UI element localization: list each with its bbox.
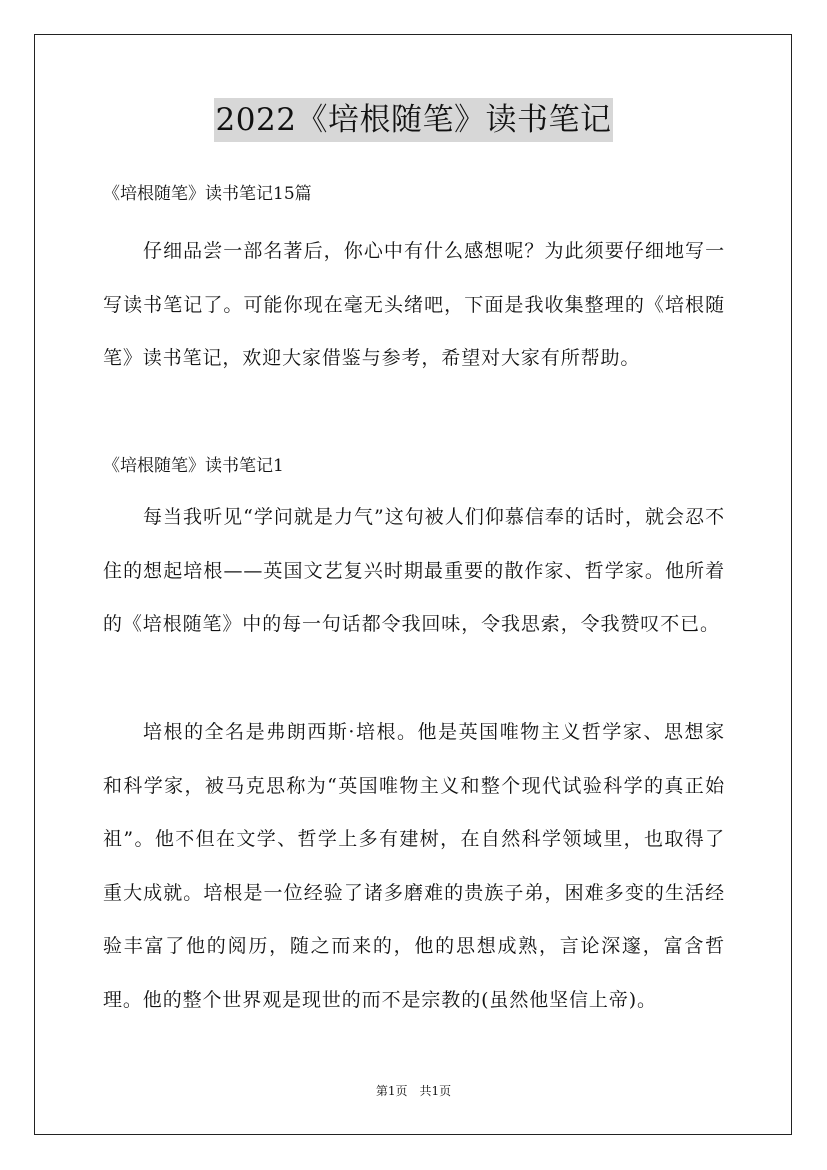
intro-paragraph: 仔细品尝一部名著后，你心中有什么感想呢？为此须要仔细地写一写读书笔记了。可能你现在毫无头绪吧，下面是我收集整理的《培根随笔》读书笔记，欢迎大家借鉴与参考，希望对大家有所帮助。: [103, 240, 725, 369]
document-subtitle: 《培根随笔》读书笔记15篇: [103, 184, 312, 204]
body-paragraph-1: 每当我听见“学问就是力气”这句被人们仰慕信奉的话时，就会忍不住的想起培根——英国文艺复兴时期最重要的散作家、哲学家。他所着的《培根随笔》中的每一句话都令我回味，令我思索，令我赞叹不已。: [103, 506, 725, 635]
section-heading: 《培根随笔》读书笔记1: [103, 456, 284, 476]
page-number: 第1页: [375, 1084, 408, 1098]
title-container: [0, 98, 827, 142]
page-total: 共1页: [419, 1084, 452, 1098]
document-title: 2022《培根随笔》读书笔记: [214, 98, 614, 142]
page-footer: [0, 1083, 827, 1099]
body-paragraph-2: 培根的全名是弗朗西斯·培根。他是英国唯物主义哲学家、思想家和科学家，被马克思称为“英国唯物主义和整个现代试验科学的真正始祖”。他不但在文学、哲学上多有建树，在自然科学领域里，也取得了重大成就。培根是一位经验了诸多磨难的贵族子弟，困难多变的生活经验丰富了他的阅历，随之而来的，他的思想成熟，言论深邃，富含哲理。他的整个世界观是现世的而不是宗教的(虽然他坚信上帝)。: [103, 721, 725, 1011]
